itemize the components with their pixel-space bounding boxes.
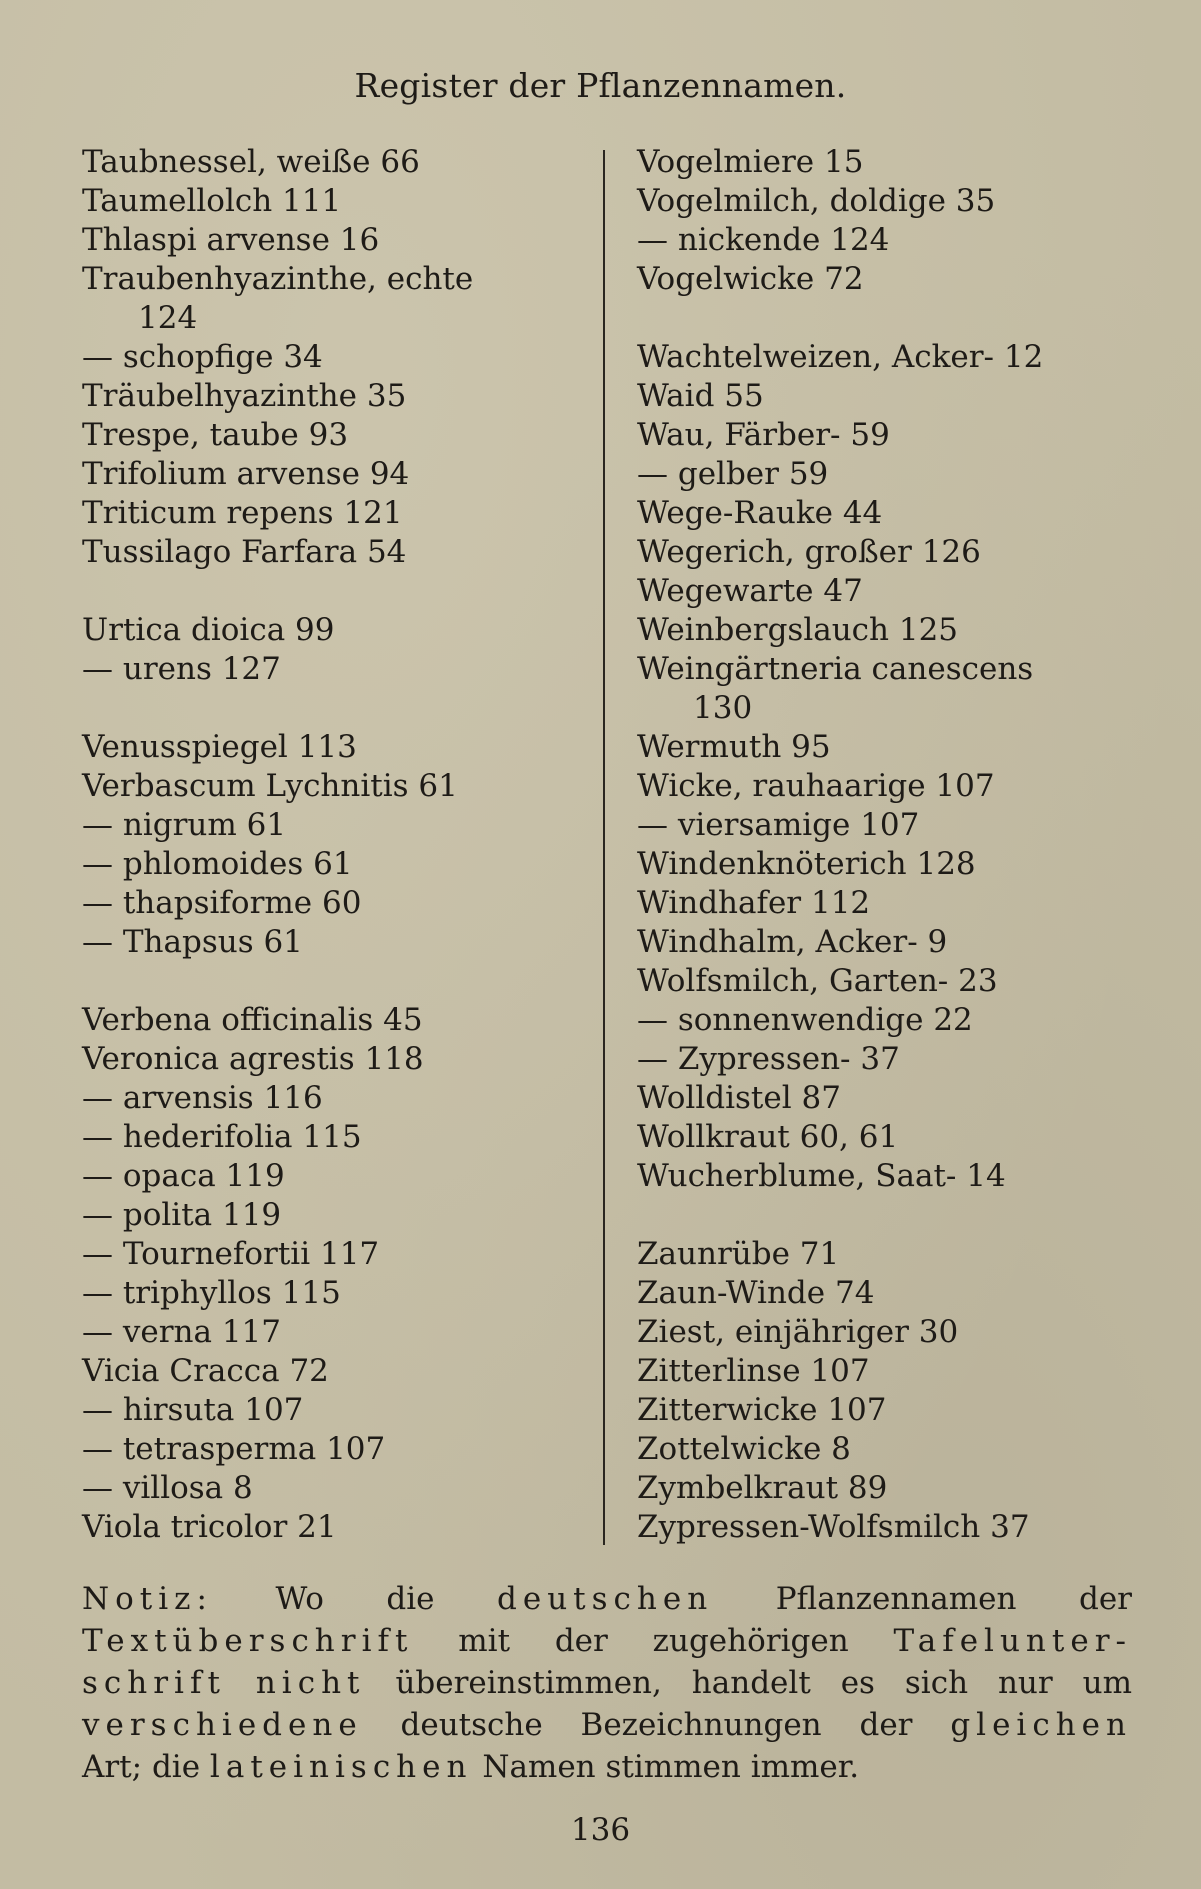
- index-entry: Wollkraut 60, 61: [637, 1119, 899, 1155]
- index-entry: Windenknöterich 128: [637, 846, 976, 882]
- note-line-2: [82, 1620, 1132, 1662]
- index-entry: Wicke, rauhaarige 107: [637, 768, 995, 804]
- index-entry: Zottelwicke 8: [637, 1431, 851, 1467]
- index-entry: — thapsiforme 60: [82, 885, 362, 921]
- index-entry: 124: [138, 300, 198, 336]
- note-emphasis: verschiedene: [82, 1707, 363, 1743]
- index-entry: Wolldistel 87: [637, 1080, 841, 1116]
- index-entry: Zaun-Winde 74: [637, 1275, 875, 1311]
- index-entry: Taubnessel, weiße 66: [82, 144, 420, 180]
- page-number: 136: [570, 1812, 631, 1848]
- index-entry: — triphyllos 115: [82, 1275, 341, 1311]
- note-emphasis: schrift: [82, 1665, 226, 1701]
- note-text: [226, 1665, 256, 1701]
- page-title: Register der Pflanzennamen.: [354, 66, 847, 105]
- index-entry: — polita 119: [82, 1197, 282, 1233]
- index-entry: Viola tricolor 21: [82, 1509, 337, 1545]
- index-entry: Verbena officinalis 45: [82, 1002, 423, 1038]
- index-entry: Urtica dioica 99: [82, 612, 335, 648]
- index-entry: Wege-Rauke 44: [637, 495, 883, 531]
- section-gap: [637, 1196, 1177, 1235]
- index-entry: 130: [693, 690, 753, 726]
- index-entry: Traubenhyazinthe, echte: [82, 261, 474, 297]
- index-entry: — villosa 8: [82, 1470, 253, 1506]
- index-entry: Weinbergslauch 125: [637, 612, 959, 648]
- index-entry: Waid 55: [637, 378, 764, 414]
- index-entry: Taumellolch 111: [82, 183, 342, 219]
- note-text: Art; die: [82, 1749, 210, 1785]
- index-column-left: [82, 143, 592, 1547]
- index-entry: Zypressen-Wolfsmilch 37: [637, 1509, 1030, 1545]
- index-entry: Vogelwicke 72: [637, 261, 864, 297]
- index-entry: Wucherblume, Saat- 14: [637, 1158, 1006, 1194]
- note-emphasis: lateinischen: [209, 1749, 473, 1785]
- index-entry: — nickende 124: [637, 222, 890, 258]
- index-entry: — hirsuta 107: [82, 1392, 304, 1428]
- index-entry: Trespe, taube 93: [82, 417, 349, 453]
- index-entry: — hederifolia 115: [82, 1119, 362, 1155]
- index-entry: — arvensis 116: [82, 1080, 323, 1116]
- note-text: übereinstimmen, handelt es sich nur um: [365, 1665, 1132, 1701]
- section-gap: [82, 689, 592, 728]
- section-gap: [637, 299, 1177, 338]
- index-entry: — phlomoides 61: [82, 846, 353, 882]
- index-entry: — tetrasperma 107: [82, 1431, 386, 1467]
- note-line-5: [82, 1746, 1132, 1788]
- index-entry: — Tournefortii 117: [82, 1236, 380, 1272]
- note-line-1: [82, 1578, 1132, 1620]
- index-entry: Wau, Färber- 59: [637, 417, 890, 453]
- note-text: Namen stimmen immer.: [472, 1749, 860, 1785]
- index-entry: Träubelhyazinthe 35: [82, 378, 407, 414]
- section-gap: [82, 962, 592, 1001]
- index-entry: Ziest, einjähriger 30: [637, 1314, 959, 1350]
- index-entry: Windhafer 112: [637, 885, 871, 921]
- note-emphasis: gleichen: [950, 1707, 1132, 1743]
- index-entry: — sonnenwendige 22: [637, 1002, 973, 1038]
- note-line-4: [82, 1704, 1132, 1746]
- index-entry: Zymbelkraut 89: [637, 1470, 888, 1506]
- index-entry: Vogelmilch, doldige 35: [637, 183, 996, 219]
- index-entry: Wegewarte 47: [637, 573, 863, 609]
- note-label: Notiz:: [82, 1581, 213, 1617]
- index-entry: — opaca 119: [82, 1158, 285, 1194]
- index-entry: Verbascum Lychnitis 61: [82, 768, 458, 804]
- note-paragraph: [82, 1578, 1132, 1788]
- note-emphasis: deutschen: [497, 1581, 714, 1617]
- index-entry: — Zypressen- 37: [637, 1041, 900, 1077]
- index-entry: Weingärtneria canescens: [637, 651, 1034, 687]
- note-text: mit der zugehörigen: [413, 1623, 894, 1659]
- index-entry: Vogelmiere 15: [637, 144, 864, 180]
- note-text: Wo die: [212, 1581, 498, 1617]
- note-emphasis: nicht: [255, 1665, 366, 1701]
- index-entry: Windhalm, Acker- 9: [637, 924, 948, 960]
- index-entry: Wolfsmilch, Garten- 23: [637, 963, 998, 999]
- note-line-3: [82, 1662, 1132, 1704]
- index-entry: Wegerich, großer 126: [637, 534, 981, 570]
- note-text: Pflanzennamen der: [713, 1581, 1133, 1617]
- index-entry: Thlaspi arvense 16: [82, 222, 380, 258]
- index-entry: — Thapsus 61: [82, 924, 303, 960]
- note-emphasis: Tafelunter-: [893, 1623, 1132, 1659]
- index-entry: Zaunrübe 71: [637, 1236, 840, 1272]
- index-entry: Zitterlinse 107: [637, 1353, 870, 1389]
- index-entry: — nigrum 61: [82, 807, 287, 843]
- index-column-right: [637, 143, 1177, 1547]
- note-text: deutsche Bezeichnungen der: [362, 1707, 951, 1743]
- index-entry: Triticum repens 121: [82, 495, 403, 531]
- index-entry: Trifolium arvense 94: [82, 456, 410, 492]
- index-entry: Zitterwicke 107: [637, 1392, 887, 1428]
- section-gap: [82, 572, 592, 611]
- column-divider: [603, 150, 605, 1545]
- index-entry: — urens 127: [82, 651, 281, 687]
- index-entry: — viersamige 107: [637, 807, 920, 843]
- index-entry: Wachtelweizen, Acker- 12: [637, 339, 1044, 375]
- index-entry: Veronica agrestis 118: [82, 1041, 424, 1077]
- index-entry: — gelber 59: [637, 456, 829, 492]
- note-emphasis: Textüberschrift: [82, 1623, 414, 1659]
- index-entry: Tussilago Farfara 54: [82, 534, 407, 570]
- index-entry: Vicia Cracca 72: [82, 1353, 329, 1389]
- index-entry: — verna 117: [82, 1314, 282, 1350]
- index-entry: — schopfige 34: [82, 339, 323, 375]
- index-entry: Wermuth 95: [637, 729, 831, 765]
- index-entry: Venusspiegel 113: [82, 729, 357, 765]
